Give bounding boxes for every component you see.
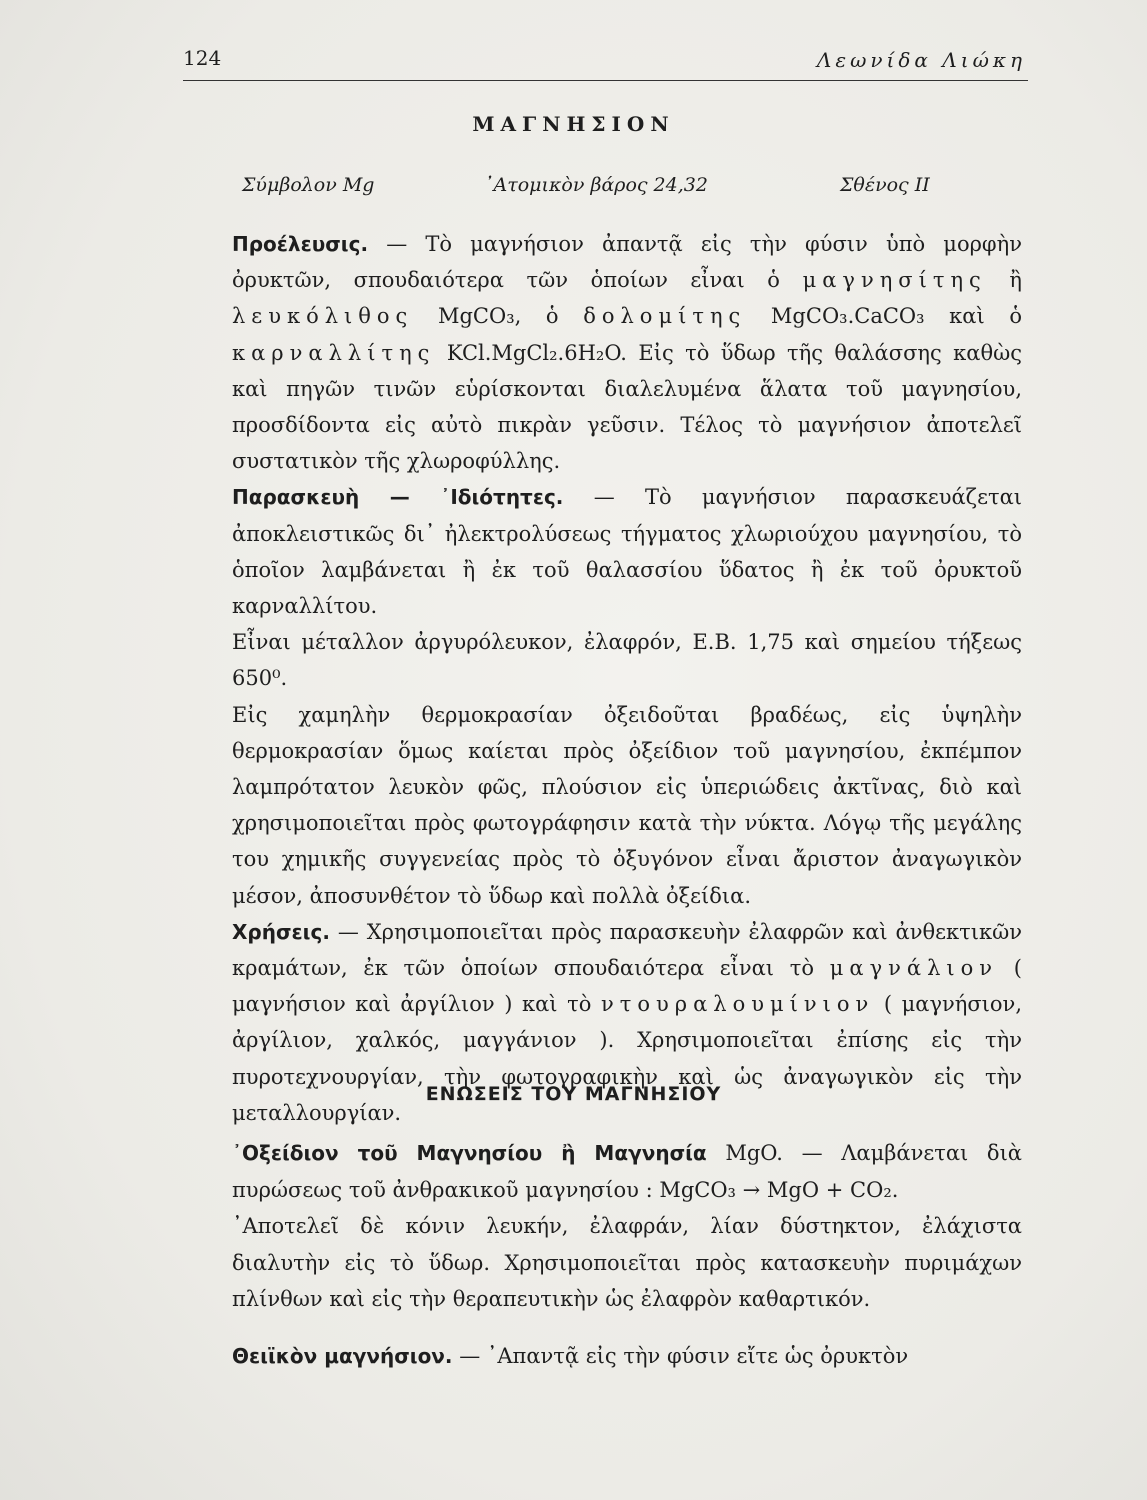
uses-text-3: ( μαγνήσιον, ἀργίλιον, χαλκός, μαγγάνιον ). Χρησιμοποιεῖται ἐπίσης εἰς τὴν πυροτεχνουργίαν, τὴν φωτογραφικὴν καὶ ὡς ἀναγωγικὸν εἰς τὴν μεταλλουργίαν.: [232, 992, 1022, 1125]
paragraph-sulfide: [232, 1338, 1022, 1375]
origin-formula-2: MgCO₃.CaCO₃ καὶ ὁ: [746, 304, 1022, 329]
prep-text: — Τὸ μαγνήσιον παρασκευάζεται ἀποκλειστικῶς δι᾿ ἠλεκτρολύσεως τήγματος χλωριούχου μαγνησίου, τὸ ὁποῖον λαμβάνεται ἢ ἐκ τοῦ θαλασσίου ὕδατος ἢ ἐκ τοῦ ὀρυκτοῦ καρναλλίτου.: [232, 485, 1022, 619]
sulfide-label: Θειϊκὸν μαγνήσιον.: [232, 1343, 453, 1368]
paragraph-properties: Εἶναι μέταλλον ἀργυρόλευκον, ἐλαφρόν, Ε.Β. 1,75 καὶ σημείου τήξεως 650⁰.: [232, 630, 1022, 691]
paragraph-gap: [232, 1318, 1022, 1338]
origin-mineral-4: καρναλλίτης: [232, 340, 436, 365]
uses-alloy-1: μαγνάλιον: [829, 956, 999, 981]
origin-mineral-1: μαγνησίτης: [802, 268, 987, 293]
origin-label: Προέλευσις.: [232, 232, 369, 256]
uses-label: Χρήσεις.: [232, 919, 330, 944]
element-atomic-weight: ᾿Ατομικὸν βάρος 24,32: [484, 174, 708, 196]
paragraph-oxidation: Εἰς χαμηλὴν θερμοκρασίαν ὀξειδοῦται βραδέως, εἰς ὑψηλὴν θερμοκρασίαν ὅμως καίεται πρὸς ὀξείδιον τοῦ μαγνησίου, ἐκπέμπον λαμπρότατον λευκὸν φῶς, πλούσιον εἰς ὑπεριώδεις ἀκτῖνας, διὸ καὶ χρησιμοποιεῖται πρὸς φωτογράφησιν κατὰ τὴν νύκτα. Λόγῳ τῆς μεγάλης του χημικῆς συγγενείας πρὸς τὸ ὀξυγόνον εἶναι ἄριστον ἀναγωγικὸν μέσον, ἀποσυνθέτον τὸ ὕδωρ καὶ πολλὰ ὀξείδια.: [232, 702, 1022, 908]
element-valence: Σθένος II: [840, 174, 930, 196]
paragraph-preparation: [232, 479, 1022, 624]
origin-mineral-3: δολομίτης: [583, 304, 747, 329]
uses-alloy-2: ντουραλουμίνιον: [600, 992, 875, 1017]
page-header: [183, 40, 1028, 81]
origin-formula-1: MgCO₃, ὁ: [413, 304, 584, 329]
uses-text-1: — Χρησιμοποιεῖται πρὸς παρασκευὴν ἐλαφρῶν καὶ ἀνθεκτικῶν κραμάτων, ἐκ τῶν ὁποίων σπουδαιότερα εἶναι τὸ: [232, 919, 1022, 981]
element-symbol: Σύμβολον Mg: [242, 174, 375, 196]
prep-label: Παρασκευὴ — ᾿Ιδιότητες.: [232, 485, 564, 510]
origin-text-3: KCl.MgCl₂.6H₂O. Εἰς τὸ ὕδωρ τῆς θαλάσσης καθὼς καὶ πηγῶν τινῶν εὑρίσκονται διαλελυμένα ἅλατα τοῦ μαγνησίου, προσδίδοντα εἰς αὐτὸ πικρὰν γεῦσιν. Τέλος τὸ μαγνήσιον ἀποτελεῖ συστατικὸν τῆς χλωροφύλλης.: [232, 340, 1022, 474]
origin-text-1: — Τὸ μαγνήσιον ἀπαντᾷ εἰς τὴν φύσιν ὑπὸ μορφὴν ὀρυκτῶν, σπουδαιότερα τῶν ὁποίων εἶναι ὁ: [232, 232, 1022, 293]
sulfide-text: — ᾿Απαντᾷ εἰς τὴν φύσιν εἴτε ὡς ὀρυκτὸν: [452, 1343, 909, 1368]
origin-text-2: ἢ: [986, 268, 1023, 293]
oxide-text: MgO. — Λαμβάνεται διὰ πυρώσεως τοῦ ἀνθρακικοῦ μαγνησίου : MgCO₃ → MgO + CO₂.: [232, 1141, 1022, 1202]
chapter-title: ΜΑΓΝΗΣΙΟΝ: [472, 112, 675, 136]
running-head: Λεωνίδα Λιώκη: [816, 48, 1026, 72]
uses-text-2: ( μαγνήσιον καὶ ἀργίλιον ) καὶ τὸ: [232, 956, 1022, 1017]
oxide-label: ᾿Οξείδιον τοῦ Μαγνησίου ἢ Μαγνησία: [232, 1141, 707, 1165]
origin-mineral-2: λευκόλιθος: [232, 304, 414, 329]
page-number: 124: [183, 46, 222, 70]
paragraph-origin: [232, 226, 1022, 479]
paragraph-oxide: [232, 1135, 1022, 1208]
main-text: [232, 226, 1022, 1131]
paragraph-oxide-properties: ᾿Αποτελεῖ δὲ κόνιν λευκήν, ἐλαφράν, λίαν δύστηκτον, ἐλάχιστα διαλυτὴν εἰς τὸ ὕδωρ. Χρησιμοποιεῖται πρὸς κατασκευὴν πυριμάχων πλίνθων καὶ εἰς τὴν θεραπευτικὴν ὡς ἐλαφρὸν καθαρτικόν.: [232, 1214, 1022, 1311]
compounds-heading: ΕΝΩΣΕΙΣ ΤΟΥ ΜΑΓΝΗΣΙΟΥ: [425, 1083, 722, 1105]
compounds-text: [232, 1135, 1022, 1374]
